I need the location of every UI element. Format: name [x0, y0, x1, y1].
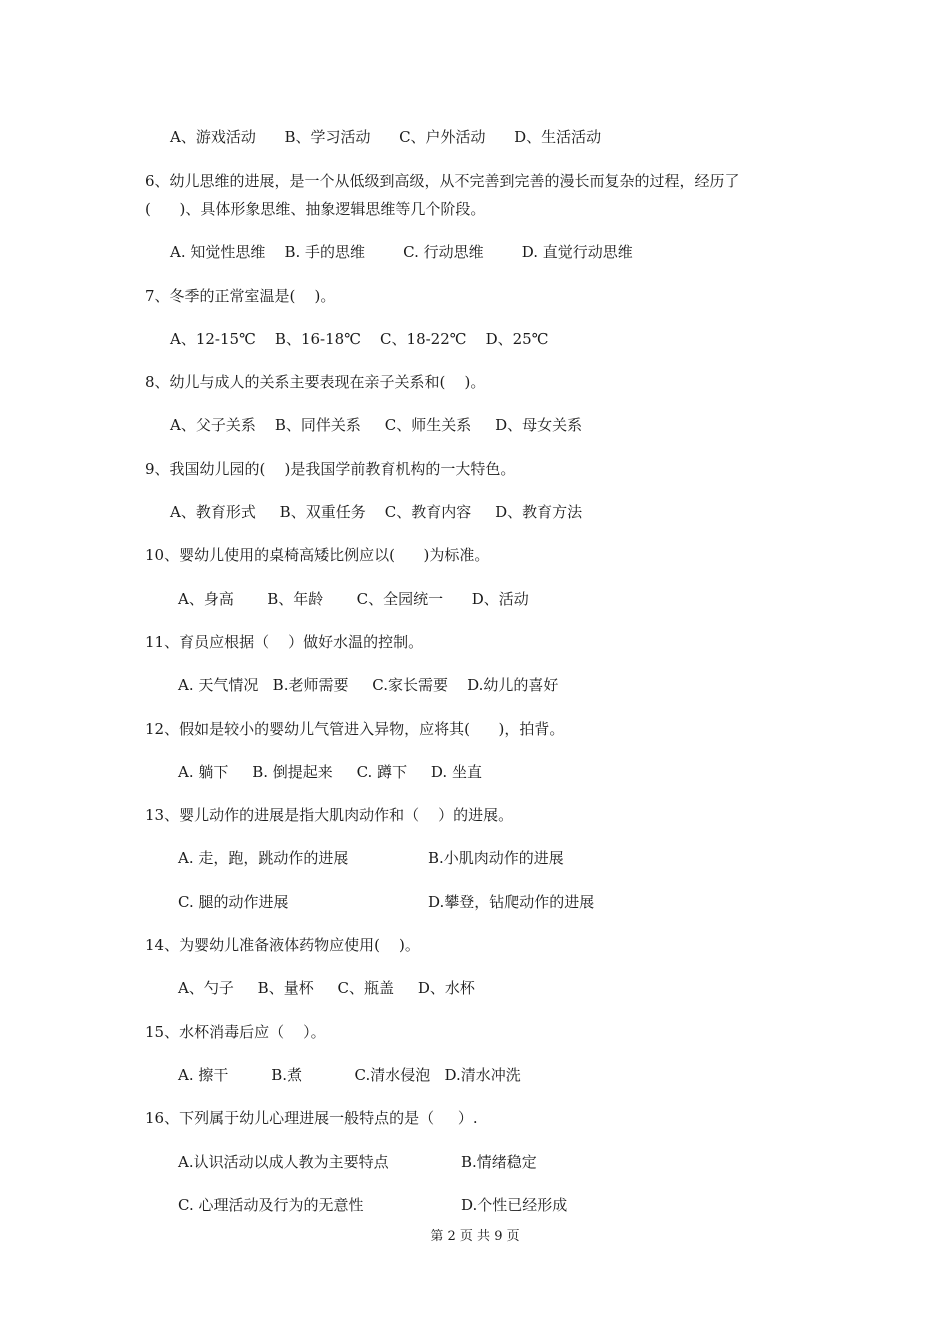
page-number-footer: 第 2 页 共 9 页: [430, 1229, 520, 1244]
q11-stem: 11、育员应根据（ ）做好水温的控制。: [145, 633, 424, 651]
q7-stem: 7、冬季的正常室温是( )。: [145, 287, 336, 305]
q13-option-a: A. 走，跑，跳动作的进展: [178, 849, 349, 867]
q16-option-d: D.个性已经形成: [461, 1196, 568, 1214]
q15-options: A. 擦干 B.煮 C.清水侵泡 D.清水冲洗: [178, 1066, 521, 1084]
q15-stem: 15、水杯消毒后应（ ）。: [145, 1023, 326, 1041]
q7-options: A、12-15℃ B、16-18℃ C、18-22℃ D、25℃: [170, 330, 549, 348]
q9-stem: 9、我国幼儿园的( )是我国学前教育机构的一大特色。: [145, 460, 516, 478]
q13-option-c: C. 腿的动作进展: [178, 893, 289, 911]
q8-stem: 8、幼儿与成人的关系主要表现在亲子关系和( )。: [145, 373, 486, 391]
q14-options: A、勺子 B、量杯 C、瓶盖 D、水杯: [178, 979, 475, 997]
q6-options: A. 知觉性思维 B. 手的思维 C. 行动思维 D. 直觉行动思维: [170, 243, 633, 261]
q16-stem: 16、下列属于幼儿心理进展一般特点的是（ ）.: [145, 1109, 478, 1127]
q12-stem: 12、假如是较小的婴幼儿气管进入异物，应将其( )，拍背。: [145, 720, 565, 738]
q13-option-b: B.小肌肉动作的进展: [428, 849, 564, 867]
q10-options: A、身高 B、年龄 C、全园统一 D、活动: [178, 590, 529, 608]
q10-stem: 10、婴幼儿使用的桌椅高矮比例应以( )为标准。: [145, 546, 490, 564]
q11-options: A. 天气情况 B.老师需要 C.家长需要 D.幼儿的喜好: [178, 676, 559, 694]
q13-stem: 13、婴儿动作的进展是指大肌肉动作和（ ）的进展。: [145, 806, 514, 824]
q16-option-b: B.情绪稳定: [461, 1153, 537, 1171]
q9-options: A、教育形式 B、双重任务 C、教育内容 D、教育方法: [170, 503, 583, 521]
q16-option-c: C. 心理活动及行为的无意性: [178, 1196, 364, 1214]
q12-options: A. 躺下 B. 倒提起来 C. 蹲下 D. 坐直: [178, 763, 482, 781]
q8-options: A、父子关系 B、同伴关系 C、师生关系 D、母女关系: [170, 416, 583, 434]
q6-stem-line2: ( )、具体形象思维、抽象逻辑思维等几个阶段。: [145, 200, 486, 218]
q13-option-d: D.攀登，钻爬动作的进展: [428, 893, 595, 911]
q16-option-a: A.认识活动以成人教为主要特点: [178, 1153, 389, 1171]
q6-stem-line1: 6、幼儿思维的进展，是一个从低级到高级，从不完善到完善的漫长而复杂的过程，经历了: [145, 172, 740, 190]
q5-options: A、游戏活动 B、学习活动 C、户外活动 D、生活活动: [170, 128, 602, 146]
q14-stem: 14、为婴幼儿准备液体药物应使用( )。: [145, 936, 420, 954]
